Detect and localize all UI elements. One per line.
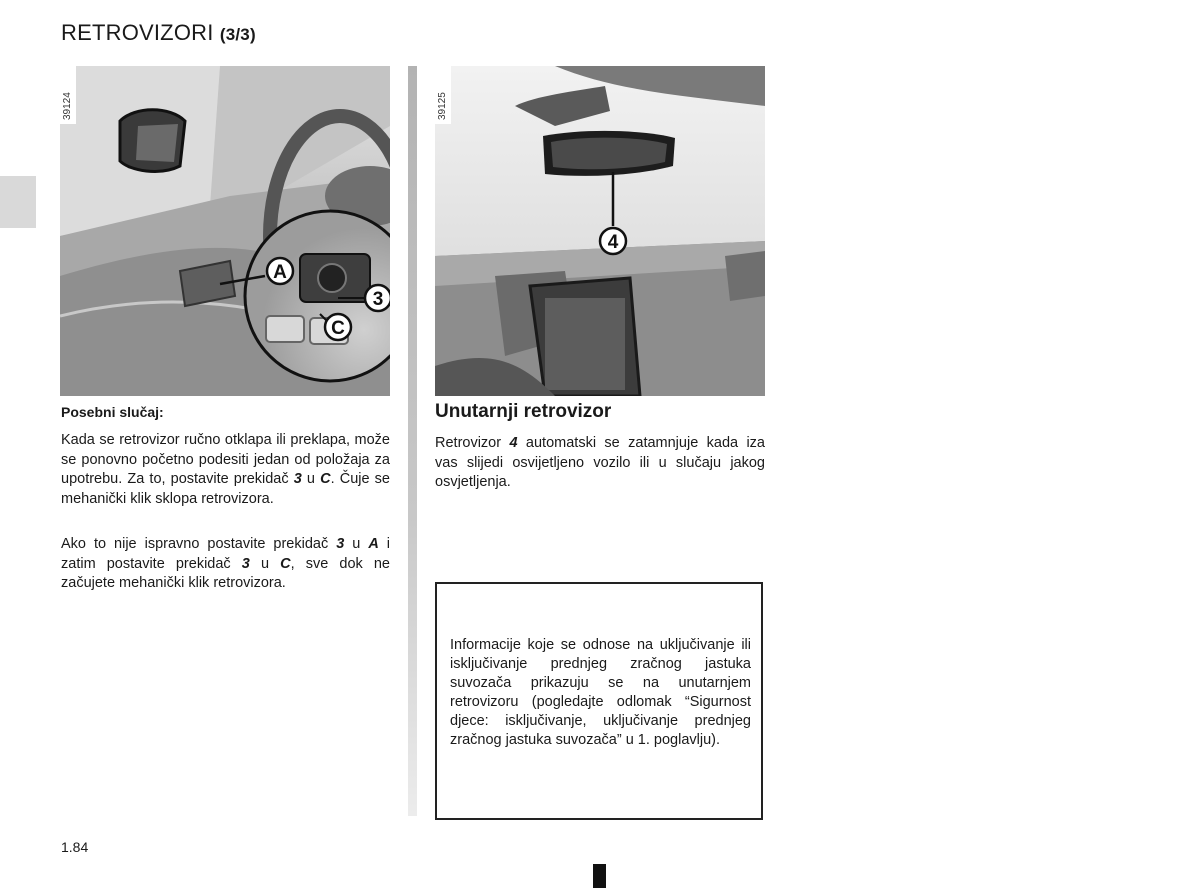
info-box-text: Informacije koje se odnose na uključivanje ili isključivanje prednjeg zračnog jastuka suvozača prikazuju se na unutarnjem retrovizoru (pogledajte odlomak “Sigurnost djece: isključivanje, uključivanje prednjeg zračnog jastuka suvozača” u 1. poglavlju). (450, 637, 751, 748)
column-divider (408, 66, 417, 816)
interior-mirror-paragraph: Retrovizor 4 automatski se zatamnjuje kada iza vas slijedi osvijetljeno vozilo ili u slučaju jakog osvjetljenja. (435, 435, 766, 490)
door-mirror-switch-figure (60, 66, 390, 396)
switch-ref: 3 (241, 555, 250, 572)
special-case-label: Posebni slučaj: (61, 404, 164, 420)
position-ref: C (280, 555, 291, 572)
title-sub: (3/3) (219, 25, 256, 44)
title-main: RETROVIZORI (61, 20, 214, 45)
callout-4-label: 4 (607, 232, 619, 253)
callout-3-label: 3 (372, 289, 384, 310)
position-ref: A (368, 536, 379, 552)
callout-a-label: A (273, 262, 287, 283)
position-ref: C (320, 471, 331, 487)
switch-ref: 3 (293, 471, 302, 487)
figure-code-left: 39124 (62, 92, 73, 120)
callout-c-label: C (331, 318, 345, 339)
page-title (61, 20, 256, 46)
page-number: 1.84 (61, 839, 89, 855)
mirror-ref: 4 (509, 435, 518, 451)
interior-mirror-figure (435, 66, 765, 396)
page-edge-marker (593, 864, 606, 888)
info-box (435, 582, 763, 820)
interior-mirror-heading: Unutarnji retrovizor (435, 401, 612, 422)
special-case-paragraph-2: Ako to nije ispravno postavite prekidač 3 u A i zatim postavite prekidač 3 u C, sve dok ne začujete mehanički klik retrovizora. (61, 536, 390, 591)
switch-ref: 3 (336, 536, 345, 552)
special-case-paragraph-1: Kada se retrovizor ručno otklapa ili preklapa, može se ponovno početno podesiti jedan od položaja za upotrebu. Za to, postavite prekidač 3 u C. Čuje se mehanički klik sklopa retrovizora. (61, 432, 390, 507)
figure-code-right: 39125 (437, 92, 448, 120)
section-tab (0, 176, 36, 228)
